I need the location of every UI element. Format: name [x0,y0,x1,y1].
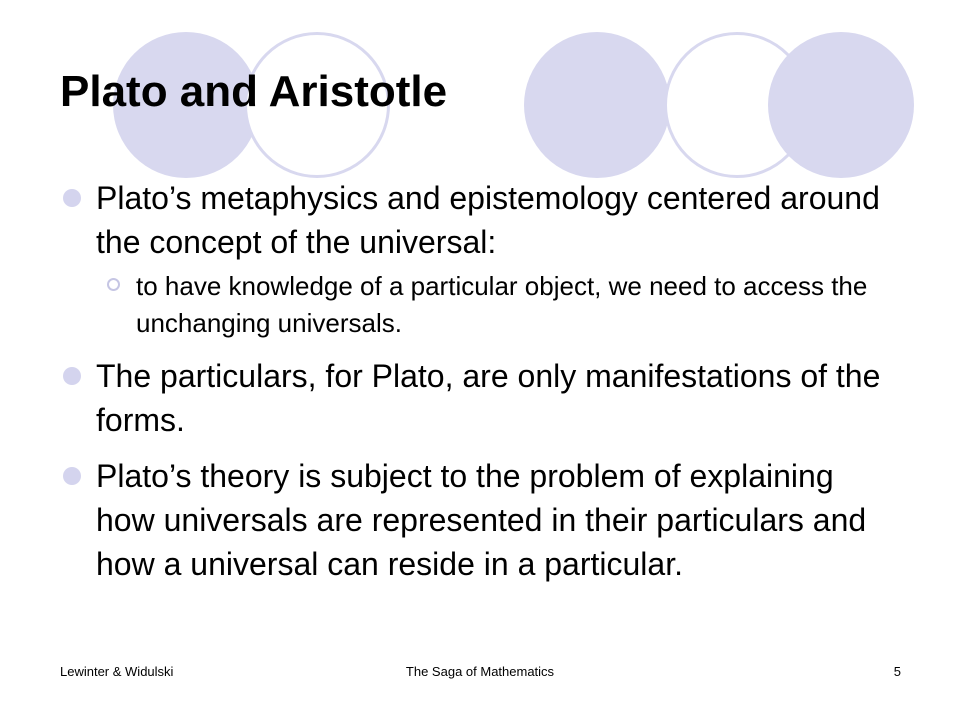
filled-circle-bullet-icon [63,189,81,207]
slide-body [60,176,890,598]
bullet-item [60,354,890,442]
slide-title: Plato and Aristotle [60,67,448,116]
bullet-text: Plato’s theory is subject to the problem of explaining how universals are represented in their particulars and how a universal can reside in a particular. [96,458,867,582]
sub-bullet-item [96,268,890,342]
bullet-text: The particulars, for Plato, are only manifestations of the forms. [96,358,881,438]
slide-number: 5 [893,664,901,679]
decorative-circle-filled [524,32,670,178]
footer-book-title: The Saga of Mathematics [405,664,555,679]
sub-bullet-text: to have knowledge of a particular object, we need to access the unchanging universals. [136,271,868,338]
decorative-circle-filled [768,32,914,178]
bullet-item [60,454,890,586]
footer-authors: Lewinter & Widulski [60,664,174,679]
bullet-item [60,176,890,342]
filled-circle-bullet-icon [63,367,81,385]
bullet-text: Plato’s metaphysics and epistemology centered around the concept of the universal: [96,180,880,260]
filled-circle-bullet-icon [63,467,81,485]
hollow-circle-bullet-icon [107,278,120,291]
